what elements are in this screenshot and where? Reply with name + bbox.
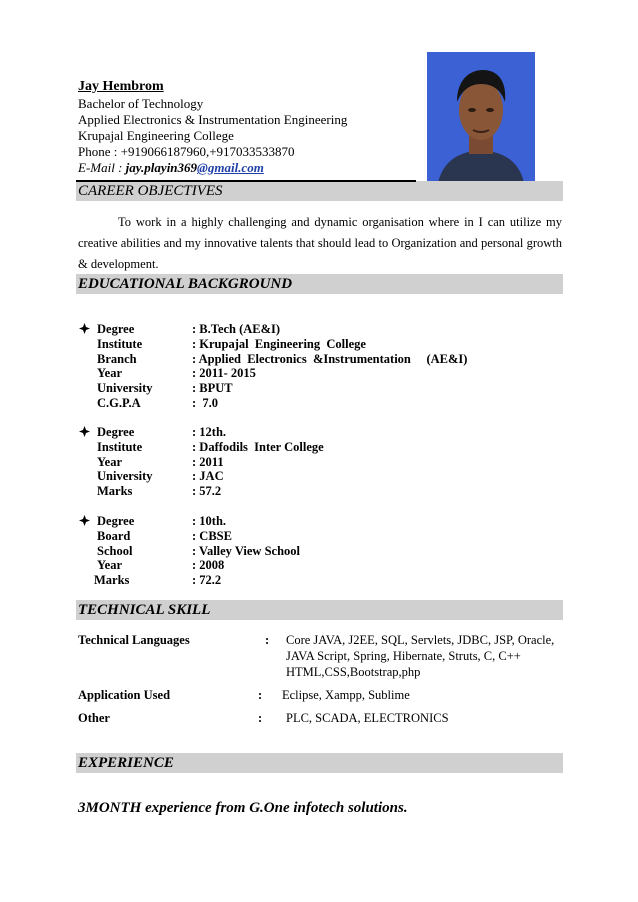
edu-label: Degree bbox=[97, 425, 135, 439]
skill-colon: : bbox=[258, 711, 263, 725]
edu-value: : B.Tech (AE&I) bbox=[192, 322, 281, 336]
edu-value: : CBSE bbox=[192, 528, 232, 543]
degree-line: Bachelor of Technology bbox=[78, 96, 204, 111]
edu-value: : JAC bbox=[192, 469, 224, 484]
phone-line: Phone : +919066187960,+917033533870 bbox=[78, 144, 295, 159]
edu-label: Board bbox=[97, 528, 131, 543]
diamond-bullet-icon bbox=[79, 323, 90, 338]
edu-label: School bbox=[97, 543, 133, 558]
section-technical-skill: TECHNICAL SKILL bbox=[76, 600, 563, 620]
edu-label: Year bbox=[97, 558, 122, 573]
college-line: Krupajal Engineering College bbox=[78, 128, 234, 143]
career-divider bbox=[76, 180, 416, 182]
edu-value: : BPUT bbox=[192, 381, 233, 396]
edu-value: : Valley View School bbox=[192, 543, 300, 558]
edu-label: University bbox=[97, 381, 153, 396]
edu-label: Marks bbox=[97, 484, 133, 499]
edu-value: : Krupajal Engineering College bbox=[192, 336, 366, 351]
skill-value-technical-languages: Core JAVA, J2EE, SQL, Servlets, JDBC, JSP, Oracle, JAVA Script, Spring, Hibernate, Struts, C, C++ HTML,CSS,Bootstrap,php bbox=[286, 633, 555, 679]
section-career-objectives: CAREER OBJECTIVES bbox=[76, 181, 563, 201]
person-portrait-icon bbox=[427, 52, 535, 188]
section-educational-background: EDUCATIONAL BACKGROUND bbox=[76, 274, 563, 294]
diamond-bullet-icon bbox=[79, 515, 90, 530]
edu-value: : 10th. bbox=[192, 514, 227, 528]
edu-label: Degree bbox=[97, 322, 135, 336]
edu-label: C.G.P.A bbox=[97, 396, 141, 410]
edu-label: Branch bbox=[97, 351, 137, 366]
candidate-name: Jay Hembrom bbox=[78, 79, 164, 94]
diamond-bullet-icon bbox=[79, 426, 90, 441]
edu-label: Year bbox=[97, 454, 122, 469]
skill-label-application-used: Application Used bbox=[78, 688, 171, 702]
skill-value-application-used: Eclipse, Xampp, Sublime bbox=[282, 688, 410, 702]
edu-value: : 7.0 bbox=[192, 396, 219, 410]
skill-label-technical-languages: Technical Languages bbox=[78, 633, 190, 647]
edu-value: : 2011 bbox=[192, 454, 224, 469]
skill-value-other: PLC, SCADA, ELECTRONICS bbox=[286, 711, 449, 725]
email-label: E-Mail : bbox=[78, 160, 126, 175]
skill-colon: : bbox=[265, 633, 270, 647]
edu-value: : 2011- 2015 bbox=[192, 366, 256, 381]
edu-label: Degree bbox=[97, 514, 135, 528]
objective-body: To work in a highly challenging and dynamic organisation where in I can utilize my creative abilities and my innovative talents that should lead to Organization and personal growth & development. bbox=[78, 215, 562, 271]
edu-value: : 2008 bbox=[192, 558, 225, 573]
edu-value: : 57.2 bbox=[192, 484, 222, 499]
edu-value: : Daffodils Inter College bbox=[192, 439, 324, 454]
email-user: jay.playin369 bbox=[125, 160, 198, 175]
profile-photo bbox=[427, 52, 535, 188]
edu-label: Institute bbox=[97, 336, 143, 351]
edu-label: Marks bbox=[94, 573, 130, 588]
edu-value: : Applied Electronics &Instrumentation (AE&I) bbox=[192, 351, 468, 366]
branch-line: Applied Electronics & Instrumentation Engineering bbox=[78, 112, 348, 127]
edu-label: Institute bbox=[97, 439, 143, 454]
edu-value: : 12th. bbox=[192, 425, 227, 439]
experience-text: 3MONTH experience from G.One infotech solutions. bbox=[78, 800, 408, 816]
skill-label-other: Other bbox=[78, 711, 110, 725]
objective-text bbox=[78, 212, 562, 275]
edu-label: University bbox=[97, 469, 153, 484]
section-experience: EXPERIENCE bbox=[76, 753, 563, 773]
skill-colon: : bbox=[258, 688, 263, 702]
edu-value: : 72.2 bbox=[192, 573, 222, 588]
email-line bbox=[78, 159, 264, 176]
email-link[interactable]: @gmail.com bbox=[197, 160, 264, 175]
edu-label: Year bbox=[97, 366, 122, 381]
